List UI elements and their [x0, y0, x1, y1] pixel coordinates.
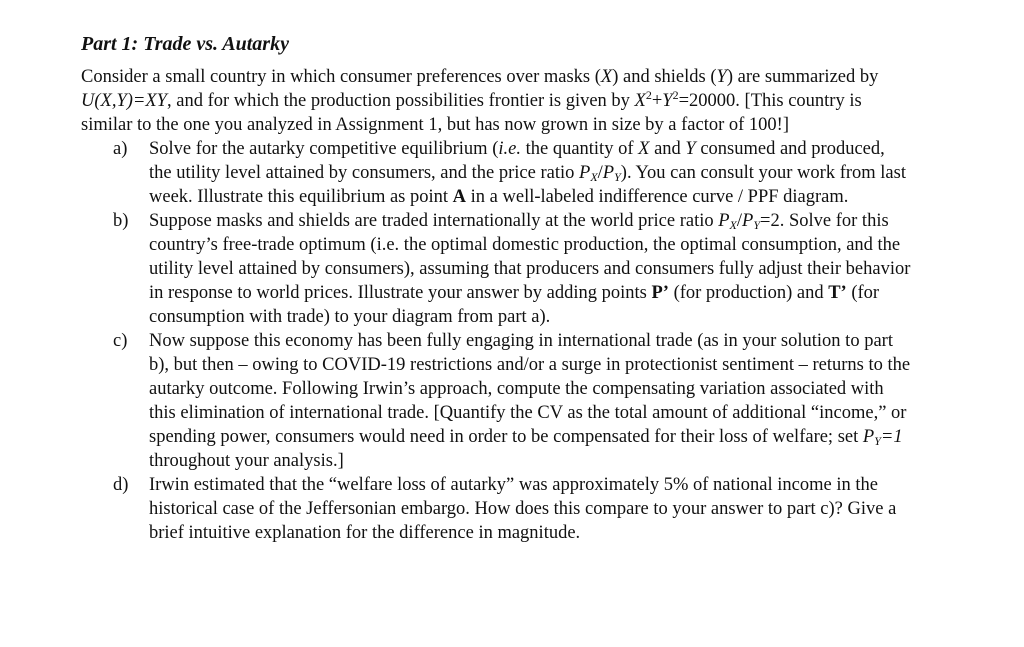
slash: /	[597, 163, 603, 183]
question-c	[81, 329, 911, 473]
ppf-y: Y	[662, 91, 673, 111]
ppf-value: =20000	[678, 91, 736, 111]
price-p: P	[602, 163, 615, 183]
item-marker: b)	[113, 211, 129, 231]
sub-x: X	[729, 218, 737, 232]
var-x: X	[600, 67, 613, 87]
var-y: Y	[685, 139, 696, 159]
price-p: P	[579, 163, 591, 183]
ie-abbrev: i.e.	[498, 139, 521, 159]
var-y: Y	[716, 67, 727, 87]
point-p-prime: P’	[651, 283, 669, 303]
question-list	[81, 137, 911, 545]
question-d	[81, 473, 911, 545]
item-text: Irwin estimated that the “welfare loss of autarky” was approximately 5% of national income in the historical case of the Jeffersonian embargo. How does this compare to your answer to part c)? Give a brief intuitive explanation for the difference in magnitude.	[149, 475, 897, 543]
question-b	[81, 209, 911, 329]
price-p: P	[742, 211, 754, 231]
document-page	[81, 31, 911, 545]
item-text: (for consumption with trade) to your diagram from part a).	[149, 283, 880, 327]
item-text: in a well-labeled indifference curve / PPF diagram.	[466, 187, 849, 207]
item-text: . Solve for this country’s free-trade optimum (i.e. the optimal domestic production, the optimal consumption, and the utility level attained by consumers), assuming that producers and consumers fully adjust their behavior in response to world prices. Illustrate your answer by adding points	[149, 211, 911, 303]
sub-y: Y	[614, 170, 621, 184]
item-text: Solve for the autarky competitive equilibrium (	[149, 139, 499, 159]
item-text: consumed and produced, the utility level attained by consumers, and the price ratio	[149, 139, 885, 183]
sub-y: Y	[753, 218, 761, 232]
intro-text: . [This country is similar to the one you analyzed in Assignment 1, but has now grown in size by a factor of 100!]	[81, 91, 862, 135]
sub-y: Y	[874, 434, 881, 448]
slash: /	[736, 211, 743, 231]
intro-text: ) are summarized by	[726, 67, 879, 87]
ppf-x: X	[634, 91, 646, 111]
item-text: Now suppose this economy has been fully engaging in international trade (as in your solution to part b), but then – owing to COVID-19 restrictions and/or a surge in protectionist sentiment – returns to the autarky outcome. Following Irwin’s approach, compute the compensating variation associated with this elimination of international trade. [Quantify the CV as the total amount of additional “income,” or spending power, consumers would need in order to be compensated for their loss of welfare; set	[149, 331, 911, 447]
intro-text: Consider a small country in which consumer preferences over masks (	[81, 67, 601, 87]
item-text: the quantity of	[520, 139, 639, 159]
intro-text: ) and shields (	[612, 67, 717, 87]
point-a: A	[452, 187, 467, 207]
item-text: throughout your analysis.]	[149, 451, 344, 471]
price-p: P	[718, 211, 730, 231]
item-text: and	[649, 139, 686, 159]
price-p: P	[862, 427, 875, 447]
plus-sign: +	[651, 91, 663, 111]
price-value: =1	[880, 427, 903, 447]
item-marker: a)	[113, 139, 128, 159]
utility-function: U(X,Y)=XY	[81, 91, 167, 111]
point-t-prime: T’	[828, 283, 847, 303]
intro-text: , and for which the production possibilities frontier is given by	[166, 91, 635, 111]
intro-paragraph	[81, 65, 911, 137]
price-value: =2	[760, 211, 780, 231]
item-text: (for production) and	[668, 283, 829, 303]
item-text: ). You can consult your work from last week. Illustrate this equilibrium as point	[149, 163, 906, 207]
section-title: Part 1: Trade vs. Autarky	[81, 33, 289, 55]
question-a	[81, 137, 911, 209]
exponent: 2	[672, 88, 679, 102]
item-text: Suppose masks and shields are traded internationally at the world price ratio	[149, 211, 719, 231]
exponent: 2	[645, 88, 652, 102]
item-marker: d)	[113, 475, 129, 495]
sub-x: X	[590, 170, 598, 184]
var-x: X	[638, 139, 650, 159]
item-marker: c)	[113, 331, 128, 351]
